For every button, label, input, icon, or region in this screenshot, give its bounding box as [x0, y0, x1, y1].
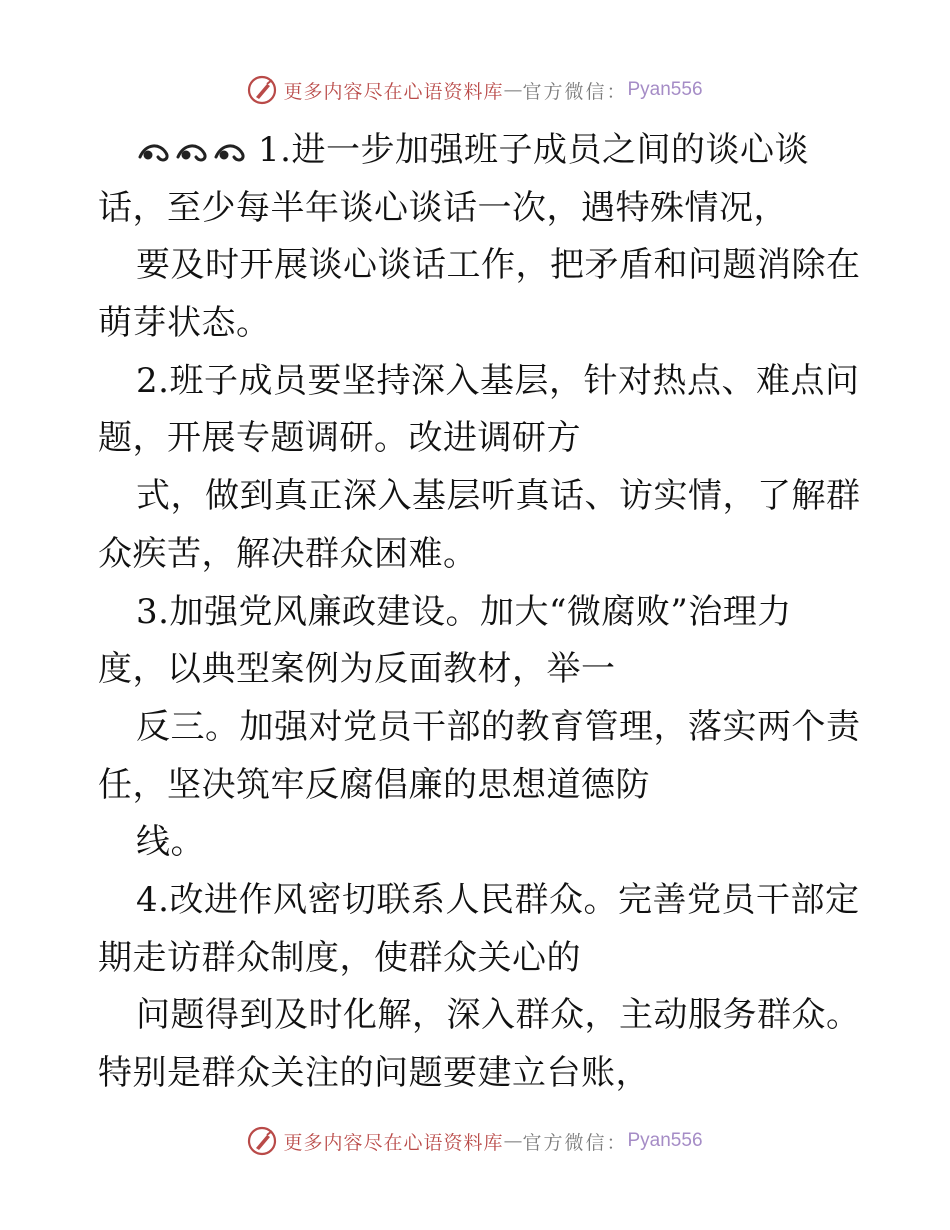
paragraph-line-1	[98, 122, 858, 180]
watermark-dash: —	[503, 79, 523, 101]
paragraph-line-13: 线。	[136, 822, 205, 863]
paragraph-line-12: 任，坚决筑牢反腐倡廉的思想道德防	[98, 764, 650, 805]
floral-swirl-icon	[136, 139, 256, 165]
paragraph-line-4: 萌芽状态。	[98, 303, 271, 344]
paragraph-line-6: 题，开展专题调研。改进调研方	[98, 418, 581, 459]
watermark-label: 官方微信：	[522, 80, 628, 103]
paragraph-line-8: 众疾苦，解决群众困难。	[98, 533, 478, 574]
watermark-brand-text: 更多内容尽在心语资料库	[283, 80, 504, 103]
document-body	[98, 122, 861, 1103]
paragraph-line-15: 期走访群众制度，使群众关心的	[98, 937, 581, 978]
line-text: 1.进一步加强班子成员之间的谈心谈	[258, 130, 809, 170]
quill-pen-circle-icon	[247, 75, 277, 105]
paragraph-line-16: 问题得到及时化解，深入群众，主动服务群众。	[136, 995, 861, 1036]
watermark-label: 官方微信：	[522, 1131, 628, 1154]
paragraph-line-9: 3.加强党风廉政建设。加大“微腐败”治理力	[136, 591, 792, 632]
paragraph-line-5: 2.班子成员要坚持深入基层，针对热点、难点问	[136, 360, 860, 401]
paragraph-line-3: 要及时开展谈心谈话工作，把矛盾和问题消除在	[136, 245, 861, 286]
paragraph-line-17: 特别是群众关注的问题要建立台账，	[98, 1053, 650, 1093]
quill-pen-circle-icon	[247, 1126, 277, 1156]
header-watermark	[0, 70, 950, 110]
watermark-dash: —	[503, 1130, 523, 1152]
paragraph-line-7: 式，做到真正深入基层听真话、访实情，了解群	[136, 476, 861, 517]
paragraph-line-10: 度，以典型案例为反面教材，举一	[98, 649, 616, 690]
paragraph-line-14: 4.改进作风密切联系人民群众。完善党员干部定	[136, 879, 860, 920]
footer-watermark	[0, 1121, 950, 1161]
watermark-account: Pyan556	[627, 79, 703, 100]
paragraph-line-11: 反三。加强对党员干部的教育管理，落实两个责	[136, 706, 861, 747]
watermark-brand-text: 更多内容尽在心语资料库	[283, 1131, 504, 1154]
watermark-account: Pyan556	[627, 1130, 703, 1151]
paragraph-line-2: 话，至少每半年谈心谈话一次，遇特殊情况，	[98, 187, 788, 228]
